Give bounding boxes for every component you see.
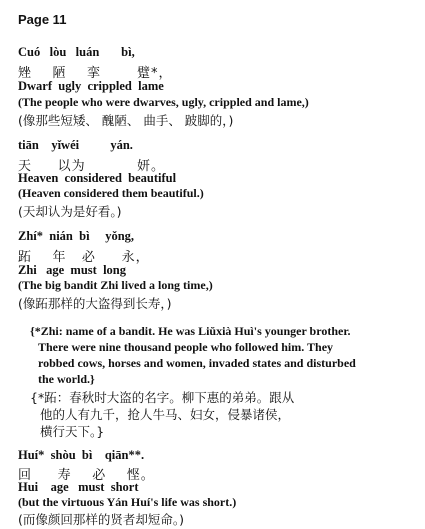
english-gloss-line: Heaven considered beautiful	[18, 171, 177, 185]
chinese-line: 天 以为 妍。	[18, 159, 165, 174]
chinese-line: 跖 年 必 永，	[18, 250, 150, 265]
english-translation: (The people who were dwarves, ugly, crippled and lame,)	[18, 95, 309, 109]
chinese-translation: (而像颜回那样的贤者却短命。)	[18, 512, 185, 527]
page-label: Page 11	[18, 12, 67, 27]
footnote-chinese-line: {*跖：春秋时大盗的名字。柳下惠的弟弟。跟从	[30, 390, 295, 405]
footnote-chinese-line: 他的人有九千，抢人牛马、妇女，侵暴诸侯，	[40, 407, 291, 422]
footnote-english-line: There were nine thousand people who followed him. They	[38, 340, 334, 354]
footnote-english-line: {*Zhi: name of a bandit. He was Liŭxià Huì's younger brother.	[30, 324, 351, 338]
pinyin-line: Huí* shòu bì qiān**.	[18, 448, 145, 462]
chinese-line: 矬 陋 挛 躄*，	[18, 66, 173, 81]
english-translation: (The big bandit Zhi lived a long time,)	[18, 278, 213, 292]
chinese-line: 回 寿 必 悭。	[18, 468, 155, 483]
english-gloss-line: Dwarf ugly crippled lame	[18, 79, 164, 93]
english-gloss-line: Zhi age must long	[18, 263, 127, 277]
english-translation: (Heaven considered them beautiful.)	[18, 186, 204, 200]
chinese-translation: (像跖那样的大盗得到长寿，)	[18, 296, 172, 311]
chinese-translation: (像那些短矮、 醜陋、 曲手、 跛脚的，)	[18, 113, 234, 128]
footnote-english-line: robbed cows, horses and women, invaded states and disturbed	[38, 356, 356, 370]
chinese-translation: (天却认为是好看。)	[18, 204, 122, 219]
pinyin-line: tiān yǐwéi yán.	[18, 138, 133, 152]
english-gloss-line: Hui age must short	[18, 480, 139, 494]
pinyin-line: Cuó lòu luán bì,	[18, 45, 135, 59]
english-translation: (but the virtuous Yán Huí's life was short.)	[18, 495, 237, 509]
footnote-chinese-line: 横行天下。}	[40, 424, 105, 439]
footnote-english-line: the world.}	[38, 372, 95, 386]
pinyin-line: Zhí* nián bì yǒng,	[18, 229, 135, 243]
